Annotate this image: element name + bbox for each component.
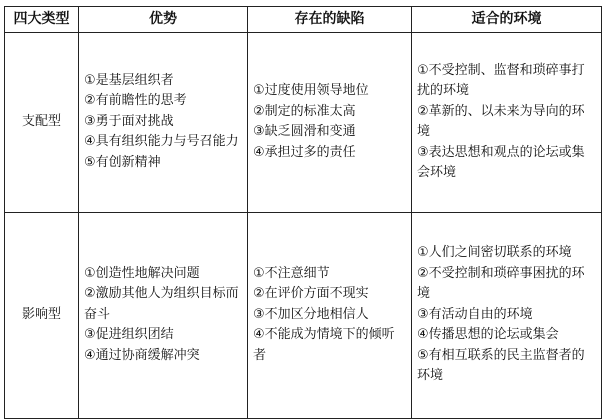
defects-cell [248, 32, 412, 212]
list-item: ④传播思想的论坛或集会 [417, 327, 559, 343]
environments-cell [412, 32, 602, 212]
list-item: ①不注意细节 [253, 265, 330, 281]
type-cell: 支配型 [5, 32, 79, 212]
list-item: ③勇于面对挑战 [84, 113, 174, 129]
table-row [5, 32, 602, 212]
list-item: ③表达思想和观点的论坛或集会环境 [417, 144, 585, 180]
list-item: ⑤有相互联系的民主监督者的环境 [417, 347, 585, 384]
list-item: ②有前瞻性的思考 [84, 93, 187, 109]
advantages-cell [79, 32, 248, 212]
list-item: ②在评价方面不现实 [253, 286, 369, 302]
list-item: ④具有组织能力与号召能力 [84, 134, 239, 150]
list-item: ④承担过多的责任 [253, 144, 356, 160]
advantages-cell [79, 212, 248, 418]
list-item: ①不受控制、监督和琐碎事打扰的环境 [417, 62, 585, 98]
type-cell: 影响型 [5, 212, 79, 418]
list-item: ②激励其他人为组织目标而奋斗 [84, 286, 239, 322]
table-row [5, 212, 602, 418]
list-item: ①是基层组织者 [84, 72, 174, 88]
list-item: ①创造性地解决问题 [84, 265, 200, 281]
list-item: ②革新的、以未来为导向的环境 [417, 103, 585, 139]
environments-cell [412, 212, 602, 418]
list-item: ①人们之间密切联系的环境 [417, 245, 572, 261]
list-item: ③有活动自由的环境 [417, 306, 533, 322]
list-item: ②不受控制和琐碎事困扰的环境 [417, 265, 585, 302]
header-advantages: 优势 [79, 7, 248, 33]
defects-cell [248, 212, 412, 418]
header-environments: 适合的环境 [412, 7, 602, 33]
list-item: ②制定的标准太高 [253, 103, 356, 119]
header-type: 四大类型 [5, 7, 79, 33]
header-row [5, 7, 602, 33]
list-item: ③不加区分地相信人 [253, 306, 369, 322]
personality-types-table [4, 6, 602, 419]
list-item: ④不能成为情境下的倾听者 [253, 327, 395, 363]
list-item: ①过度使用领导地位 [253, 83, 369, 98]
list-item: ③促进组织团结 [84, 327, 174, 343]
list-item: ④通过协商缓解冲突 [84, 347, 200, 363]
header-defects: 存在的缺陷 [248, 7, 412, 33]
list-item: ⑤有创新精神 [84, 154, 161, 170]
list-item: ③缺乏圆滑和变通 [253, 124, 356, 139]
